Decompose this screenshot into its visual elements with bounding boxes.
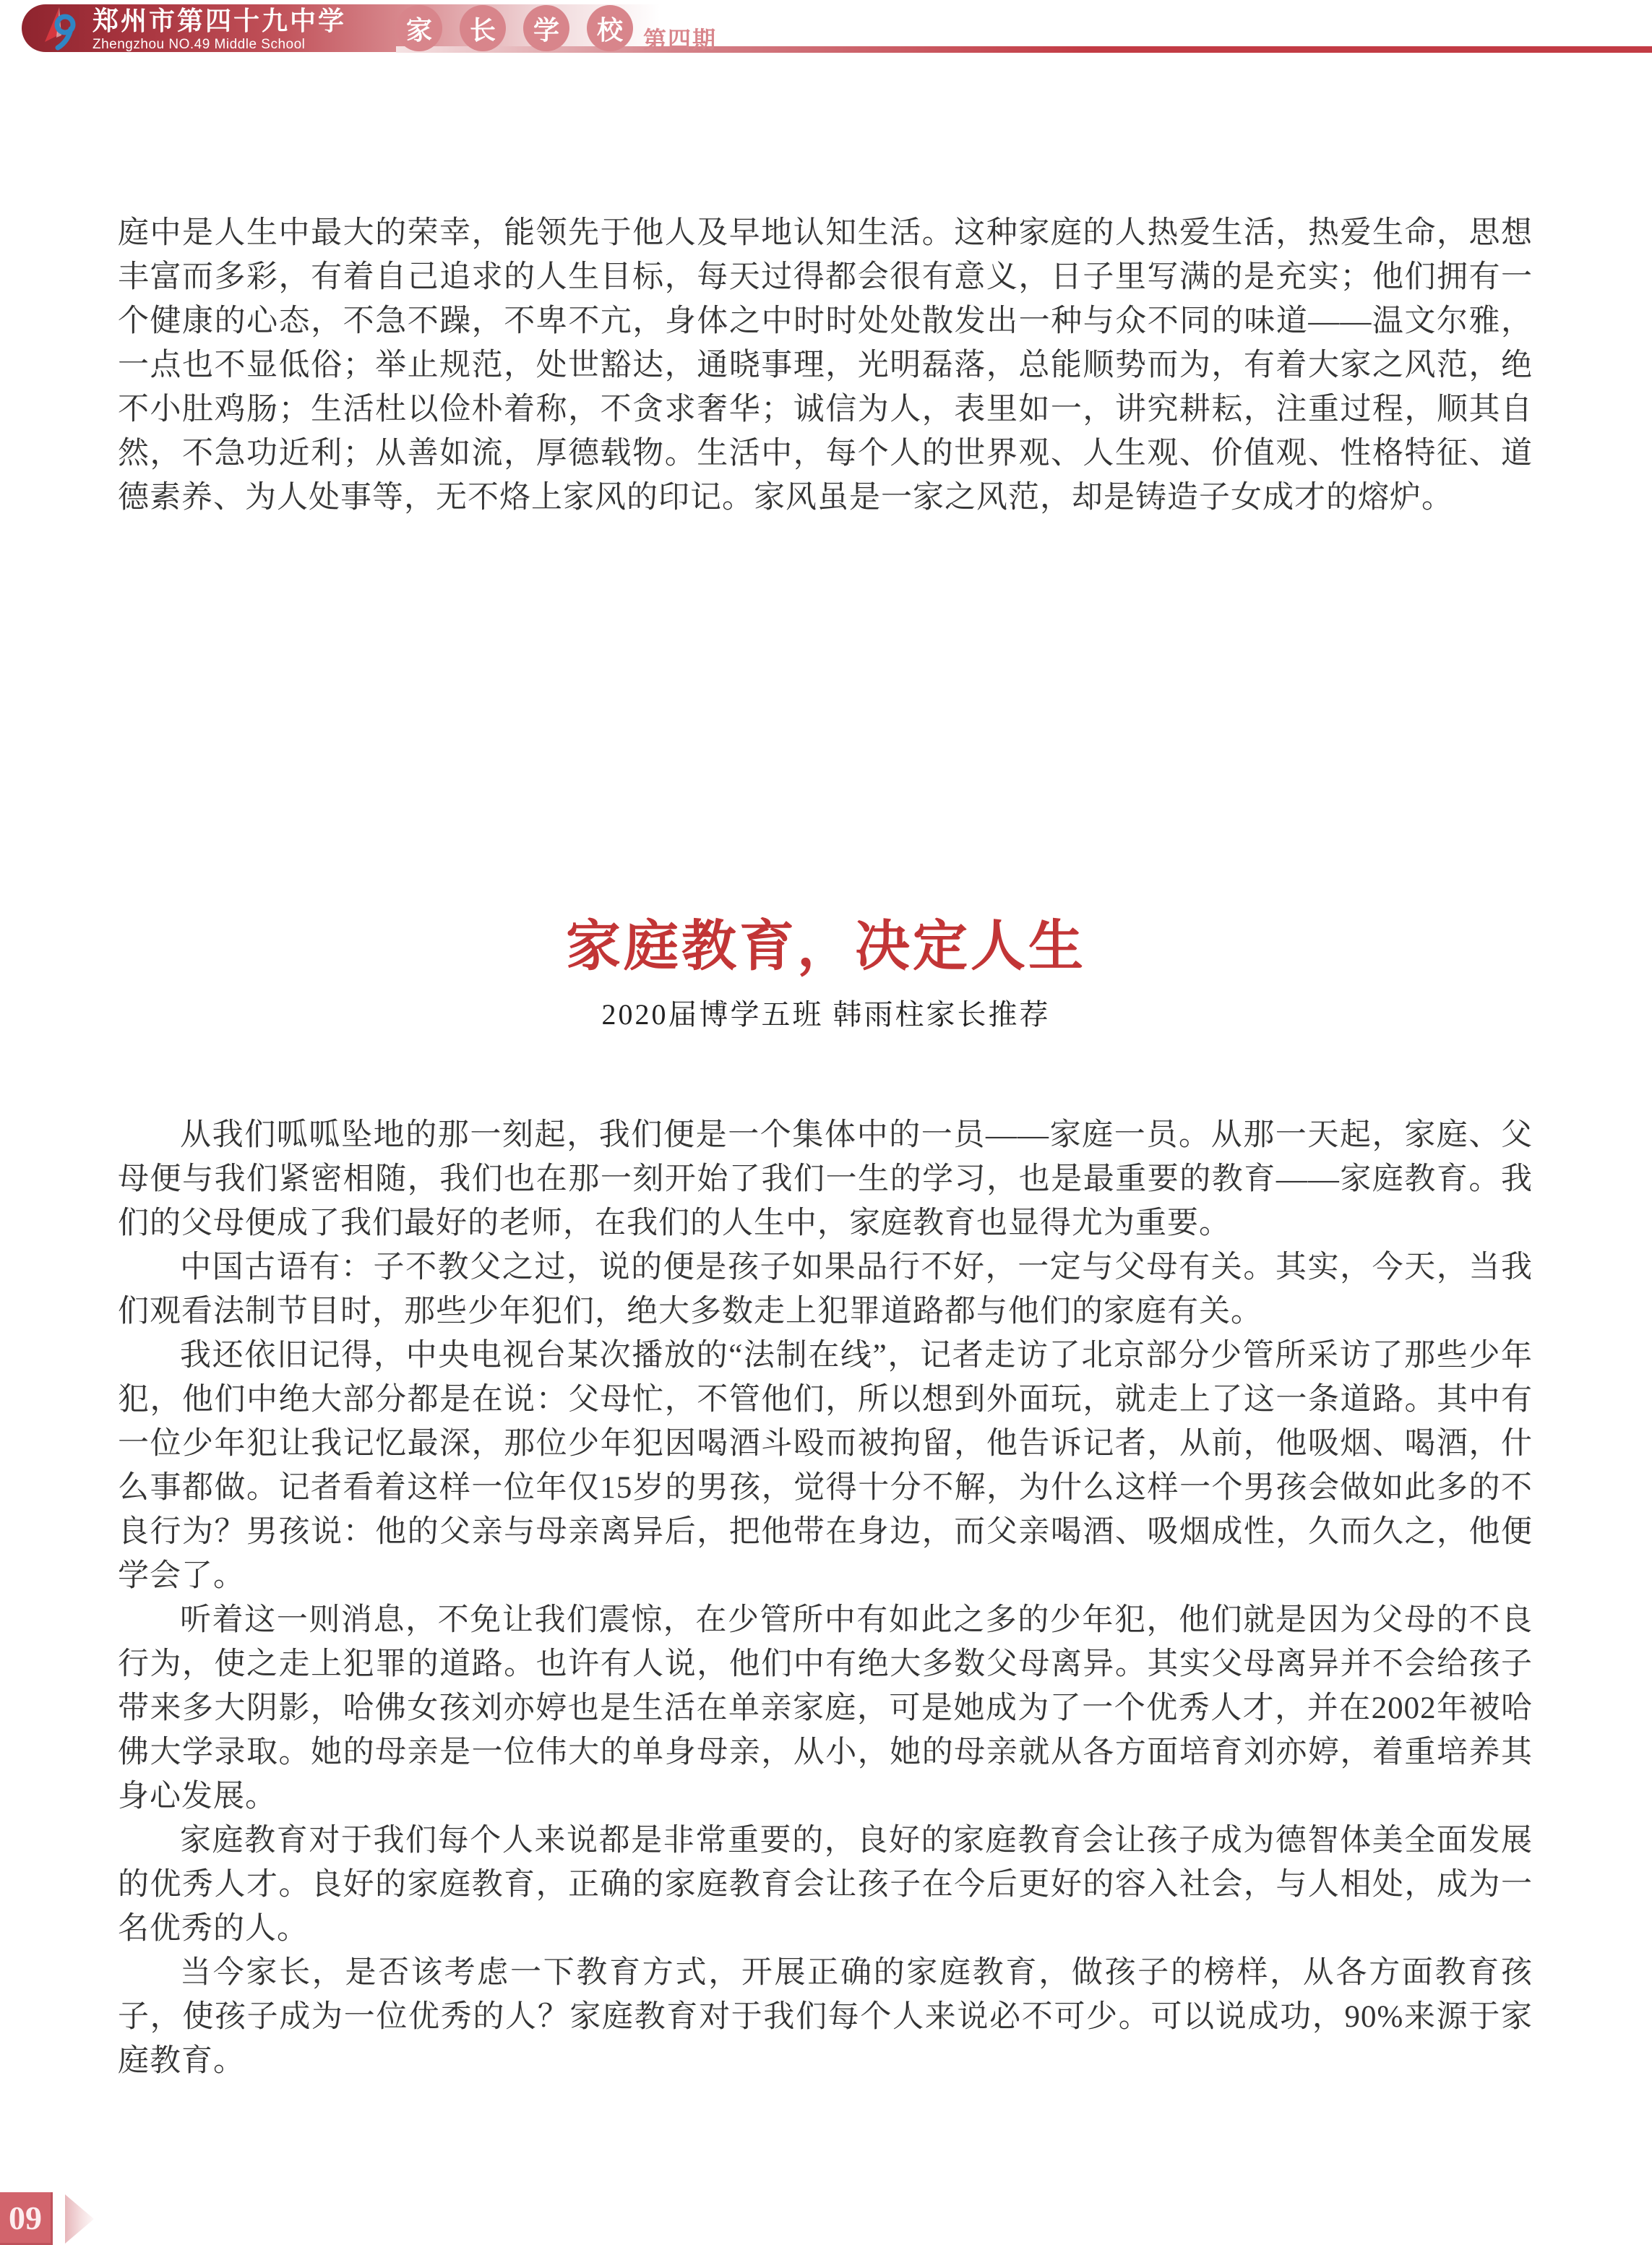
school-logo-icon xyxy=(38,6,82,51)
article-title: 家庭教育，决定人生 xyxy=(566,917,1086,977)
badge-xue: 学 xyxy=(523,5,569,51)
issue-number-label: 第四期 xyxy=(643,27,718,53)
school-name-block xyxy=(93,7,346,52)
article-body xyxy=(118,1113,1533,2083)
page-number-arrow-icon xyxy=(65,2194,94,2244)
article-paragraph: 从我们呱呱坠地的那一刻起，我们便是一个集体中的一员——家庭一员。从那一天起，家庭、父母便与我们紧密相随，我们也在那一刻开始了我们一生的学习，也是最重要的教育——家庭教育。我们的父母便成了我们最好的老师，在我们的人生中，家庭教育也显得尤为重要。 xyxy=(118,1118,1533,1240)
article-paragraph: 听着这一则消息，不免让我们震惊，在少管所中有如此之多的少年犯，他们就是因为父母的不良行为，使之走上犯罪的道路。也许有人说，他们中有绝大多数父母离异。其实父母离异并不会给孩子带来多大阴影，哈佛女孩刘亦婷也是生活在单亲家庭，可是她成为了一个优秀人才，并在2002年被哈佛大学录取。她的母亲是一位伟大的单身母亲，从小，她的母亲就从各方面培育刘亦婷，着重培养其身心发展。 xyxy=(118,1603,1533,1813)
badge-xiao: 校 xyxy=(587,5,633,51)
article-paragraph: 家庭教育对于我们每个人来说都是非常重要的，良好的家庭教育会让孩子成为德智体美全面发展的优秀人才。良好的家庭教育，正确的家庭教育会让孩子在今后更好的容入社会，与人相处，成为一名优秀的人。 xyxy=(118,1824,1533,1946)
article-paragraph: 中国古语有：子不教父之过，说的便是孩子如果品行不好，一定与父母有关。其实，今天，当我们观看法制节目时，那些少年犯们，绝大多数走上犯罪道路都与他们的家庭有关。 xyxy=(118,1250,1533,1328)
page-number-badge: 09 xyxy=(0,2192,53,2245)
article-byline: 2020届博学五班 韩雨柱家长推荐 xyxy=(601,998,1051,1031)
school-name-cn: 郑州市第四十九中学 xyxy=(93,7,347,35)
badge-jia: 家 xyxy=(396,5,442,51)
article-paragraph: 我还依旧记得，中央电视台某次播放的“法制在线”，记者走访了北京部分少管所采访了那些少年犯，他们中绝大部分都是在说：父母忙，不管他们，所以想到外面玩，就走上了这一条道路。其中有一位少年犯让我记忆最深，那位少年犯因喝酒斗殴而被拘留，他告诉记者，从前，他吸烟、喝酒，什么事都做。记者看着这样一位年仅15岁的男孩，觉得十分不解，为什么这样一个男孩会做如此多的不良行为？男孩说：他的父亲与母亲离异后，把他带在身边，而父亲喝酒、吸烟成性，久而久之，他便学会了。 xyxy=(118,1339,1533,1593)
masthead-badges xyxy=(396,5,650,51)
school-name-en: Zhengzhou NO.49 Middle School xyxy=(93,36,306,52)
badge-zhang: 长 xyxy=(460,5,506,51)
lead-paragraph: 庭中是人生中最大的荣幸，能领先于他人及早地认知生活。这种家庭的人热爱生活，热爱生命，思想丰富而多彩，有着自己追求的人生目标，每天过得都会很有意义，日子里写满的是充实；他们拥有一个健康的心态，不急不躁，不卑不亢，身体之中时时处处散发出一种与众不同的味道——温文尔雅，一点也不显低俗；举止规范，处世豁达，通晓事理，光明磊落，总能顺势而为，有着大家之风范，绝不小肚鸡肠；生活杜以俭朴着称，不贪求奢华；诚信为人，表里如一，讲究耕耘，注重过程，顺其自然，不急功近利；从善如流，厚德载物。生活中，每个人的世界观、人生观、价值观、性格特征、道德素养、为人处事等，无不烙上家风的印记。家风虽是一家之风范，却是铸造子女成才的熔炉。 xyxy=(118,216,1533,515)
article-paragraph: 当今家长，是否该考虑一下教育方式，开展正确的家庭教育，做孩子的榜样，从各方面教育孩子，使孩子成为一位优秀的人？家庭教育对于我们每个人来说必不可少。可以说成功，90%来源于家庭教育。 xyxy=(118,1956,1533,2078)
